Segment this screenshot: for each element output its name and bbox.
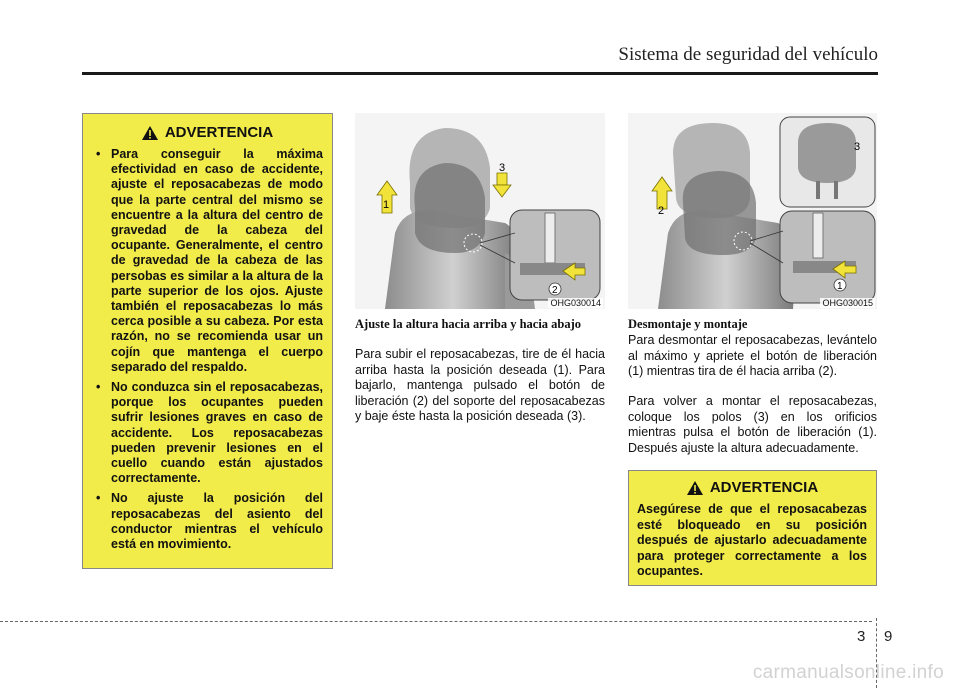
warning-box-right <box>628 470 877 586</box>
warning-header <box>91 124 323 141</box>
figure-label: 1 <box>837 281 843 292</box>
warning-box-left <box>82 113 333 569</box>
figure-code: OHG030015 <box>822 298 873 308</box>
figure-label: 1 <box>383 199 390 211</box>
watermark: carmanualsonline.info <box>752 662 944 683</box>
page-header-title: Sistema de seguridad del vehículo <box>618 44 878 65</box>
headrest-remove-illustration <box>628 113 877 309</box>
figure-headrest-remove <box>628 113 877 309</box>
section-text-remove-1: Para desmontar el reposacabezas, levántelo al máximo y apriete el botón de liberación (1) mientras tira de él hacia arriba (2). <box>628 333 877 378</box>
warning-triangle-icon <box>686 480 704 496</box>
figure-code: OHG030014 <box>550 298 601 308</box>
warning-list <box>91 147 323 552</box>
header-rule <box>82 72 878 75</box>
chapter-number: 3 <box>857 628 866 645</box>
figure-label: 2 <box>658 205 665 217</box>
warning-item: • No conduzca sin el reposacabezas, porque los ocupantes pueden sufrir lesiones graves en caso de accidente. Los reposacabezas pueden prevenir lesiones en el cuello cuando están ajustados correctamente. <box>91 380 323 486</box>
warning-item: • No ajuste la posición del reposacabezas del asiento del conductor mientras el vehículo está en movimiento. <box>91 491 323 552</box>
figure-label: 2 <box>552 285 558 296</box>
warning-text: Asegúrese de que el reposacabezas esté bloqueado en su posición después de ajustarlo adecuadamente para proteger correctamente a los ocupantes. <box>637 502 867 578</box>
section-caption-remove: Desmontaje y montaje <box>628 317 748 331</box>
section-text-adjust: Para subir el reposacabezas, tire de él hacia arriba hasta la posición deseada (1). Para bajarlo, mantenga pulsado el botón de liberación (2) del soporte del reposacabezas y baje éste hasta la posición deseada (3). <box>355 347 605 423</box>
page-number: 9 <box>884 628 893 645</box>
footer-rule <box>0 621 872 622</box>
warning-title: ADVERTENCIA <box>709 479 819 496</box>
warning-title: ADVERTENCIA <box>164 124 274 141</box>
warning-header <box>637 479 867 496</box>
warning-triangle-icon <box>141 125 159 141</box>
warning-item: • Para conseguir la máxima efectividad en caso de accidente, ajuste el reposacabezas de modo que la parte central del mismo se encuentre a la altura del centro de gravedad de la cabeza del ocupante. Generalmente, el centro de gravedad de la cabeza de las persobas es similar a la altura de la parte superior de los ojos. Ajuste también el reposacabezas lo más cerca posible a su cabeza. Por esta razón, no se recomienda usar un cojín que mantenga el cuerpo separado del respaldo. <box>91 147 323 375</box>
headrest-adjust-illustration <box>355 113 605 309</box>
figure-label: 3 <box>499 162 506 174</box>
section-text-remove-2: Para volver a montar el reposacabezas, coloque los polos (3) en los orificios mientras pulsa el botón de liberación (1). Después ajuste la altura adecuadamente. <box>628 394 877 455</box>
section-caption-adjust: Ajuste la altura hacia arriba y hacia abajo <box>355 317 582 331</box>
figure-headrest-adjust <box>355 113 605 309</box>
figure-label: 3 <box>854 141 861 153</box>
